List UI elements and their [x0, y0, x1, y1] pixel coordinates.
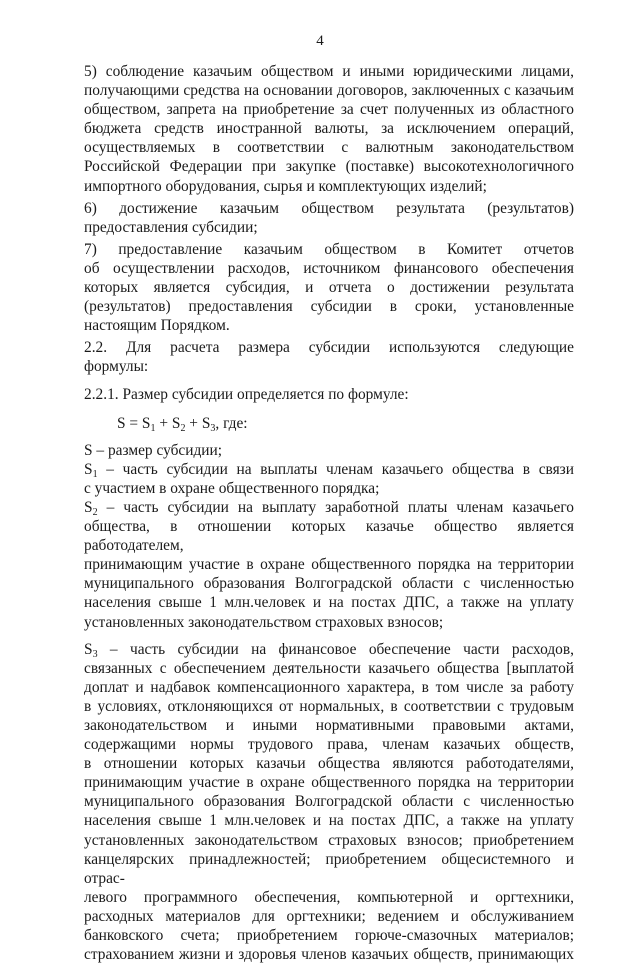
formula-sub-2: 2	[180, 422, 186, 434]
text-line: формулы:	[84, 358, 149, 376]
text-line: в условиях, отклоняющихся от нормальных, в соответствии с трудовым	[84, 697, 574, 715]
text-line: об осуществлении расходов, источником финансового обеспечения	[84, 259, 574, 277]
paragraph-section-2-2	[84, 338, 574, 376]
symbol: S	[84, 498, 93, 516]
text-line: 2.2.1. Размер субсидии определяется по формуле:	[84, 385, 409, 403]
text-line: населения свыше 1 млн.человек и на постах ДПС, а также на уплату	[84, 594, 574, 612]
text-line: 2.2. Для расчета размера субсидии используются следующие	[84, 339, 574, 357]
text-line: осуществляемых в соответствии с валютным законодательством	[84, 139, 574, 157]
symbol-sub: 2	[92, 506, 98, 518]
definition-text: – часть субсидии на выплату заработной платы членам казачьего	[97, 498, 574, 516]
text-line: получающими средства на основании договоров, заключенных с казачьим	[84, 82, 574, 100]
text-line: связанных с обеспечением деятельности казачьего общества [выплатой	[84, 659, 574, 677]
text-line: с участием в охране общественного порядка;	[84, 479, 380, 497]
text-line: содержащими нормы трудового права, членам казачьих обществ,	[84, 736, 574, 754]
definition-s2	[84, 498, 574, 632]
formula-tail: , где:	[215, 414, 248, 432]
text-line: 5) соблюдение казачьим обществом и иными юридическими лицами,	[84, 63, 574, 80]
symbol: S	[84, 640, 93, 658]
text-line: принимающим участие в охране общественного порядка на территории	[84, 774, 574, 792]
definition-s3	[84, 640, 574, 964]
symbol-sub: 3	[92, 648, 98, 660]
text-line: расходных материалов для оргтехники; ведением и обслуживанием	[84, 907, 574, 925]
text-line: левого программного обеспечения, компьютерной и оргтехники,	[84, 888, 574, 906]
paragraph-item-5	[84, 62, 574, 196]
text-line: установленных законодательством страховых взносов;	[84, 613, 444, 631]
text-line: населения свыше 1 млн.человек и на постах ДПС, а также на уплату	[84, 812, 574, 830]
text-line: настоящим Порядком.	[84, 317, 230, 335]
text-line: общества, в отношении которых казачье общество является работодателем,	[84, 518, 574, 555]
text-line: импортного оборудования, сырья и комплектующих изделий;	[84, 177, 487, 195]
text-line: страхованием жизни и здоровья членов казачьих обществ, принимающих	[84, 946, 574, 964]
text-line: муниципального образования Волгоградской области с численностью	[84, 575, 574, 593]
text-line: S – размер субсидии;	[84, 441, 223, 459]
document-body	[84, 62, 574, 964]
page-number: 4	[316, 33, 324, 49]
definition-s	[84, 441, 574, 460]
definition-text: – часть субсидии на выплаты членам казачьего общества в связи	[97, 460, 574, 478]
formula-plus-2: + S	[185, 414, 211, 432]
text-line	[84, 460, 574, 479]
text-line: которых является субсидия, и отчета о достижении результата	[84, 279, 574, 297]
text-line: муниципального образования Волгоградской области с численностью	[84, 793, 574, 811]
text-line	[84, 498, 574, 517]
definition-text: – часть субсидии на финансовое обеспечение части расходов,	[97, 640, 574, 658]
text-line: принимающим участие в охране общественного порядка на территории	[84, 556, 574, 574]
formula-sub-1: 1	[150, 422, 156, 434]
text-line: предоставления субсидии;	[84, 218, 258, 236]
text-line: Российской Федерации при закупке (поставке) высокотехнологичного	[84, 158, 574, 176]
text-line: 6) достижение казачьим обществом результата (результатов)	[84, 199, 574, 217]
paragraph-section-2-2-1	[84, 385, 574, 404]
symbol-sub: 1	[92, 468, 98, 480]
text-line	[84, 640, 574, 659]
definition-s1	[84, 460, 574, 498]
text-line: в отношении которых казачьи общества являются работодателями,	[84, 755, 574, 773]
text-line: законодательством и иными нормативными правовыми актами,	[84, 717, 574, 734]
text-line: канцелярских принадлежностей; приобретением общесистемного и отрас-	[84, 850, 574, 887]
text-line: установленных законодательством страховых взносов; приобретением	[84, 831, 574, 849]
text-line: (результатов) предоставления субсидии в сроки, установленные	[84, 298, 574, 316]
formula	[84, 414, 574, 433]
formula-sub-3: 3	[210, 422, 216, 434]
paragraph-item-7	[84, 240, 574, 335]
formula-plus-1: + S	[155, 414, 181, 432]
text-line: доплат и надбавок компенсационного характера, в том числе за работу	[84, 678, 574, 696]
text-line: обществом, запрета на приобретение за счет полученных из областного	[84, 101, 574, 119]
text-line: бюджета средств иностранной валюты, за исключением операций,	[84, 120, 574, 138]
symbol: S	[84, 460, 93, 478]
formula-lhs: S = S	[117, 414, 151, 432]
paragraph-item-6	[84, 199, 574, 237]
text-line: банковского счета; приобретением горюче-смазочных материалов;	[84, 927, 574, 945]
text-line: 7) предоставление казачьим обществом в Комитет отчетов	[84, 240, 574, 258]
